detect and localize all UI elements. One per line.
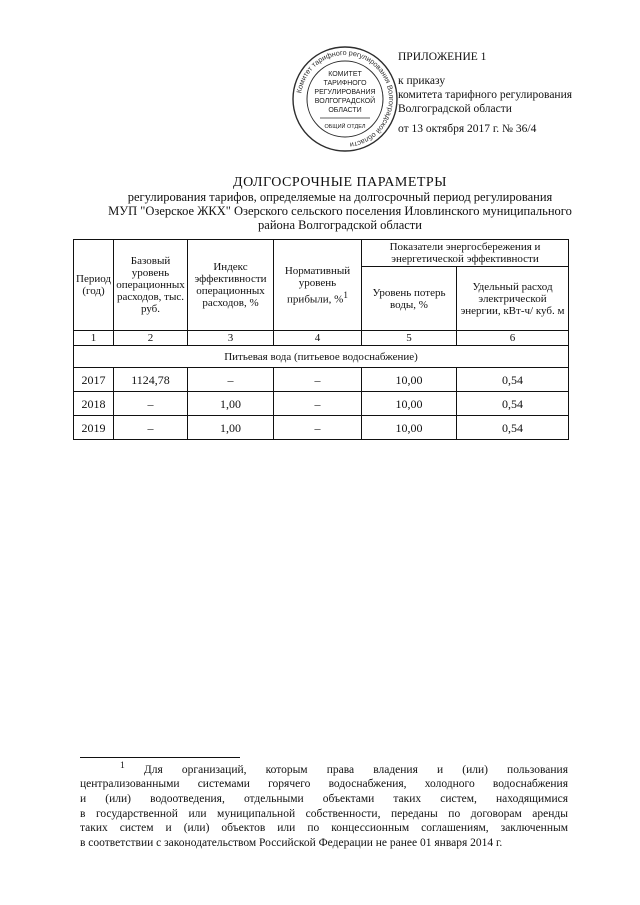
column-number: 3 — [188, 331, 274, 346]
document-subtitle-2: МУП "Озерское ЖКХ" Озерского сельского поселения Иловлинского муниципального — [108, 204, 572, 218]
document-title: ДОЛГОСРОЧНЫЕ ПАРАМЕТРЫ — [233, 175, 447, 190]
footnote-mark: 1 — [120, 760, 125, 771]
column-number: 5 — [362, 331, 457, 346]
cell-profit: – — [274, 416, 362, 440]
appendix-title: ПРИЛОЖЕНИЕ 1 — [398, 51, 487, 63]
header-profit-label: Нормативный уровень прибыли, % — [284, 264, 351, 306]
cell-base: – — [114, 416, 188, 440]
header-period: Период (год) — [74, 240, 114, 331]
cell-base: 1124,78 — [114, 368, 188, 392]
parameters-table — [73, 239, 569, 440]
footnote-line: централизованными системами горячего водоснабжения, холодного водоснабжения — [80, 778, 568, 791]
cell-period: 2019 — [74, 416, 114, 440]
appendix-line-2: комитета тарифного регулирования — [398, 89, 573, 101]
cell-period: 2018 — [74, 392, 114, 416]
stamp-center-line: РЕГУЛИРОВАНИЯ — [314, 89, 376, 96]
cell-base: – — [114, 392, 188, 416]
cell-loss: 10,00 — [362, 368, 457, 392]
stamp-center-line: ОБЛАСТИ — [328, 107, 362, 114]
footnote-line: и (или) водоотведения, отдельными объектами таких систем, находящимися — [80, 793, 568, 806]
column-number: 4 — [274, 331, 362, 346]
footnote-separator — [80, 757, 240, 758]
header-base-costs: Базовый уровень операционных расходов, тыс. руб. — [114, 240, 188, 331]
cell-loss: 10,00 — [362, 416, 457, 440]
cell-period: 2017 — [74, 368, 114, 392]
footnote-line: таких систем и (или) объектов или по концессионным соглашениям, заключенным — [80, 822, 568, 835]
table-row — [74, 416, 569, 440]
header-water-loss: Уровень потерь воды, % — [362, 267, 457, 331]
stamp-center-line: ВОЛГОГРАДСКОЙ — [314, 98, 376, 105]
footnote-line: в соответствии с законодательством Российской Федерации не ранее 01 января 2014 г. — [80, 836, 503, 849]
column-number: 6 — [457, 331, 569, 346]
stamp-bottom-text: ОБЩИЙ ОТДЕЛ — [324, 124, 366, 130]
column-number: 2 — [114, 331, 188, 346]
column-number-row — [74, 331, 569, 346]
footnote — [80, 759, 568, 850]
cell-profit: – — [274, 368, 362, 392]
section-header: Питьевая вода (питьевое водоснабжение) — [74, 346, 569, 368]
document-subtitle-3: района Волгоградской области — [258, 218, 422, 232]
cell-specific: 0,54 — [457, 368, 569, 392]
stamp-ring-text: Комитет тарифного регулирования Волгоградской области — [294, 47, 397, 150]
cell-specific: 0,54 — [457, 392, 569, 416]
cell-index: 1,00 — [188, 416, 274, 440]
cell-index: 1,00 — [188, 392, 274, 416]
appendix-date: от 13 октября 2017 г. № 36/4 — [398, 123, 537, 135]
table-row — [74, 392, 569, 416]
cell-index: – — [188, 368, 274, 392]
cell-profit: – — [274, 392, 362, 416]
footnote-line-1 — [80, 759, 568, 777]
cell-specific: 0,54 — [457, 416, 569, 440]
header-specific-consumption: Удельный расход электрической энергии, кВт-ч/ куб. м — [457, 267, 569, 331]
stamp-center-line: ТАРИФНОГО — [323, 80, 367, 87]
column-number: 1 — [74, 331, 114, 346]
stamp-center-line: КОМИТЕТ — [328, 71, 362, 78]
table-row — [74, 368, 569, 392]
appendix-line-3: Волгоградской области — [398, 103, 512, 115]
document-subtitle-1: регулирования тарифов, определяемые на долгосрочный период регулирования — [127, 190, 553, 204]
footnote-text: Для организаций, которым права владения и (или) пользования — [143, 763, 568, 776]
header-efficiency-index: Индекс эффективности операционных расходов, % — [188, 240, 274, 331]
header-energy-group: Показатели энергосбережения и энергетической эффективности — [362, 240, 569, 267]
header-profit-level — [274, 240, 362, 331]
appendix-line-1: к приказу — [398, 75, 446, 87]
footnote-line: в государственной или муниципальной собственности, переданы по договорам аренды — [80, 807, 568, 820]
cell-loss: 10,00 — [362, 392, 457, 416]
footnote-ref: 1 — [343, 289, 348, 300]
official-stamp — [290, 44, 400, 154]
